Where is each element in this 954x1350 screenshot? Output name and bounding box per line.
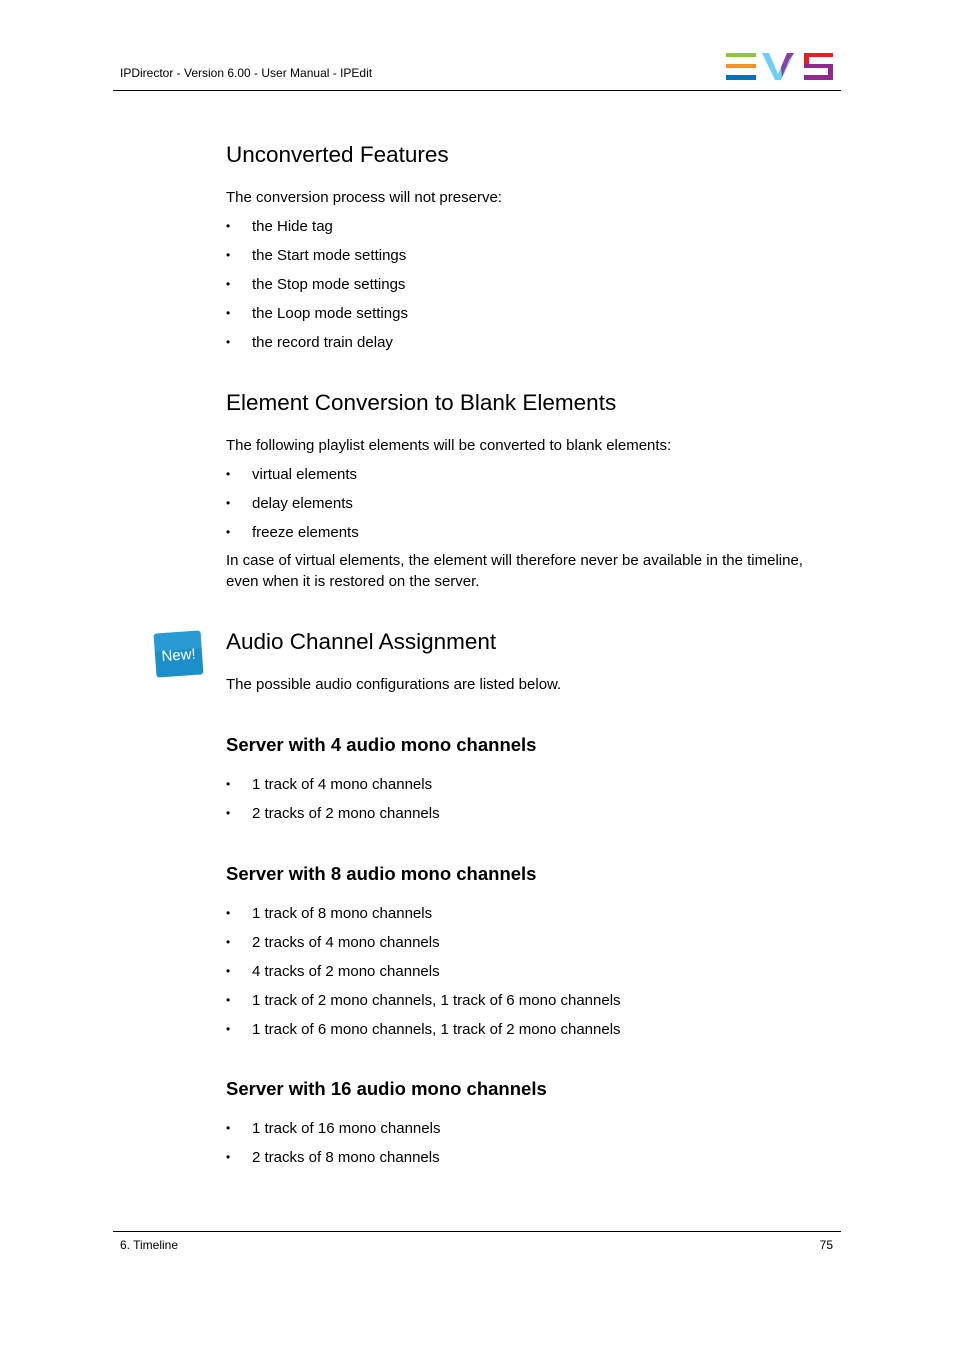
server16-list: [226, 1118, 440, 1176]
new-badge-icon: [153, 629, 204, 679]
list-item: • 2 tracks of 8 mono channels: [226, 1147, 440, 1176]
list-item: • freeze elements: [226, 522, 359, 551]
heading-server-16: Server with 16 audio mono channels: [226, 1078, 547, 1099]
list-item: • the Loop mode settings: [226, 303, 408, 332]
list-item: • the Start mode settings: [226, 245, 408, 274]
evs-logo: [726, 52, 834, 82]
list-item: • the record train delay: [226, 332, 408, 361]
list-item: • 1 track of 16 mono channels: [226, 1118, 440, 1147]
unconverted-list: [226, 216, 408, 361]
heading-unconverted-features: Unconverted Features: [226, 142, 449, 167]
heading-server-4: Server with 4 audio mono channels: [226, 734, 537, 755]
header-rule: [113, 90, 841, 91]
list-item: • 1 track of 4 mono channels: [226, 774, 440, 803]
list-item: • virtual elements: [226, 464, 359, 493]
list-item: • delay elements: [226, 493, 359, 522]
blank-intro: The following playlist elements will be converted to blank elements:: [226, 437, 672, 454]
audio-intro: The possible audio configurations are listed below.: [226, 676, 562, 693]
page-header-title: IPDirector - Version 6.00 - User Manual - IPEdit: [120, 66, 373, 80]
heading-server-8: Server with 8 audio mono channels: [226, 863, 537, 884]
server4-list: [226, 774, 440, 832]
list-item: • 4 tracks of 2 mono channels: [226, 961, 621, 990]
svg-text:New!: New!: [160, 645, 197, 666]
list-item: • the Stop mode settings: [226, 274, 408, 303]
list-item: • the Hide tag: [226, 216, 408, 245]
list-item: • 1 track of 2 mono channels, 1 track of 6 mono channels: [226, 990, 621, 1019]
blank-note: In case of virtual elements, the element will therefore never be available in the timeline, even when it is restored on the server.: [226, 552, 803, 590]
list-item: • 2 tracks of 4 mono channels: [226, 932, 621, 961]
list-item: • 2 tracks of 2 mono channels: [226, 803, 440, 832]
unconverted-intro: The conversion process will not preserve:: [226, 189, 502, 206]
footer-rule: [113, 1231, 841, 1232]
blank-list: [226, 464, 359, 551]
server8-list: [226, 903, 621, 1048]
footer-page-number: 75: [819, 1238, 833, 1252]
footer-chapter: 6. Timeline: [120, 1238, 179, 1252]
list-item: • 1 track of 8 mono channels: [226, 903, 621, 932]
heading-audio-channel-assignment: Audio Channel Assignment: [226, 629, 497, 654]
heading-element-conversion: Element Conversion to Blank Elements: [226, 390, 617, 415]
list-item: • 1 track of 6 mono channels, 1 track of 2 mono channels: [226, 1019, 621, 1048]
